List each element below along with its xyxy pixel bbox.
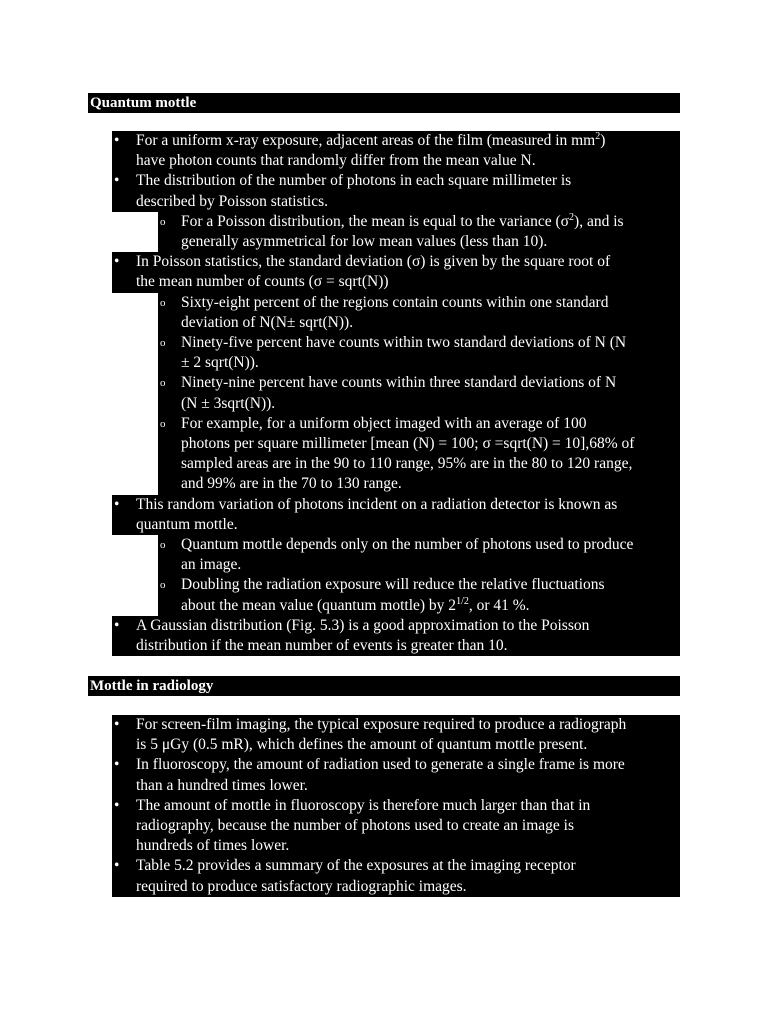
- sub-bullet-marker: o: [160, 296, 166, 309]
- list-item-line: For screen-film imaging, the typical exposure required to produce a radiograph: [136, 716, 627, 733]
- bullet-marker: •: [114, 716, 120, 733]
- sub-bullet-marker: o: [160, 337, 166, 350]
- sub-bullet-marker: o: [160, 579, 166, 592]
- list-item: [112, 293, 680, 333]
- list-item-line: radiography, because the number of photons used to create an image is: [136, 817, 575, 835]
- list-item: [112, 856, 680, 896]
- list-item: [112, 755, 680, 795]
- list-item-line: Doubling the radiation exposure will reduce the relative fluctuations: [181, 576, 605, 594]
- list-item-line: and 99% are in the 70 to 130 range.: [181, 475, 402, 493]
- list-item: [112, 414, 680, 495]
- list-item-line: about the mean value (quantum mottle) by $2^{1/2}$, or 41 %.: [181, 595, 530, 614]
- list-item-line: A Gaussian distribution (Fig. 5.3) is a good approximation to the Poisson: [136, 616, 590, 634]
- sub-bullet-marker: o: [160, 377, 166, 390]
- mottle-in-radiology-list: [112, 715, 680, 897]
- list-item-line: photons per square millimeter [mean (N) = 100; σ =sqrt(N) = 10],68% of: [181, 435, 635, 453]
- list-item-line: This random variation of photons incident on a radiation detector is known as: [136, 495, 618, 513]
- list-item-line: the mean number of counts (σ = sqrt(N)): [136, 273, 389, 291]
- list-item: [112, 535, 680, 575]
- list-item-line: generally asymmetrical for low mean values (less than 10).: [181, 233, 548, 251]
- list-item-line: is 5 μGy (0.5 mR), which defines the amount of quantum mottle present.: [136, 736, 588, 754]
- list-item-line: Table 5.2 provides a summary of the exposures at the imaging receptor: [136, 857, 576, 875]
- sub-bullet-marker: o: [160, 215, 166, 228]
- list-item: [112, 212, 680, 252]
- list-item: [112, 131, 680, 171]
- list-item-line: sampled areas are in the 90 to 110 range, 95% are in the 80 to 120 range,: [181, 455, 633, 473]
- list-item: [112, 575, 680, 615]
- sub-bullet-marker: o: [160, 417, 166, 430]
- bullet-marker: •: [114, 495, 120, 513]
- section-heading-mottle-in-radiology: Mottle in radiology: [88, 676, 680, 696]
- list-item-line: described by Poisson statistics.: [136, 192, 329, 210]
- sub-bullet-marker: o: [160, 539, 166, 552]
- list-item: [112, 715, 680, 755]
- list-item: [112, 373, 680, 413]
- list-item: [112, 171, 680, 211]
- list-item-line: For a uniform x-ray exposure, adjacent areas of the film (measured in $mm^2$): [136, 130, 606, 149]
- list-item-line: deviation of N(N± sqrt(N)).: [181, 313, 354, 331]
- list-item-line: Ninety-nine percent have counts within three standard deviations of N: [181, 374, 617, 392]
- list-item: [112, 796, 680, 857]
- list-item-line: (N ± 3sqrt(N)).: [181, 394, 276, 412]
- section-heading-quantum-mottle: Quantum mottle: [88, 93, 680, 113]
- list-item-line: The distribution of the number of photons in each square millimeter is: [136, 172, 572, 190]
- list-item-line: hundreds of times lower.: [136, 837, 290, 855]
- list-item-line: required to produce satisfactory radiographic images.: [136, 877, 467, 895]
- bullet-marker: •: [114, 796, 120, 814]
- list-item-line: have photon counts that randomly differ from the mean value N.: [136, 152, 536, 170]
- list-item-line: Sixty-eight percent of the regions contain counts within one standard: [181, 293, 609, 311]
- list-item-line: ± 2 sqrt(N)).: [181, 354, 259, 372]
- list-item-line: Quantum mottle depends only on the number of photons used to produce: [181, 536, 634, 554]
- list-item-line: For example, for a uniform object imaged with an average of 100: [181, 414, 587, 432]
- bullet-marker: •: [114, 857, 120, 875]
- list-item-line: than a hundred times lower.: [136, 776, 308, 794]
- list-item-line: In fluoroscopy, the amount of radiation used to generate a single frame is more: [136, 756, 625, 774]
- bullet-marker: •: [114, 253, 120, 271]
- bullet-marker: •: [114, 132, 120, 149]
- list-item-line: Ninety-five percent have counts within two standard deviations of N (N: [181, 334, 627, 352]
- list-item-line: The amount of mottle in fluoroscopy is therefore much larger than that in: [136, 796, 591, 814]
- list-item: [112, 495, 680, 535]
- list-item: [112, 616, 680, 656]
- quantum-mottle-list: [112, 131, 680, 656]
- bullet-marker: •: [114, 172, 120, 190]
- list-item-line: quantum mottle.: [136, 515, 238, 533]
- list-item-line: distribution if the mean number of events is greater than 10.: [136, 637, 508, 655]
- list-item: [112, 252, 680, 292]
- bullet-marker: •: [114, 756, 120, 774]
- bullet-marker: •: [114, 616, 120, 634]
- list-item-line: In Poisson statistics, the standard deviation (σ) is given by the square root of: [136, 253, 611, 271]
- list-item-line: For a Poisson distribution, the mean is equal to the variance $(\sigma^2)$, and is: [181, 211, 624, 230]
- list-item: [112, 333, 680, 373]
- list-item-line: an image.: [181, 556, 242, 574]
